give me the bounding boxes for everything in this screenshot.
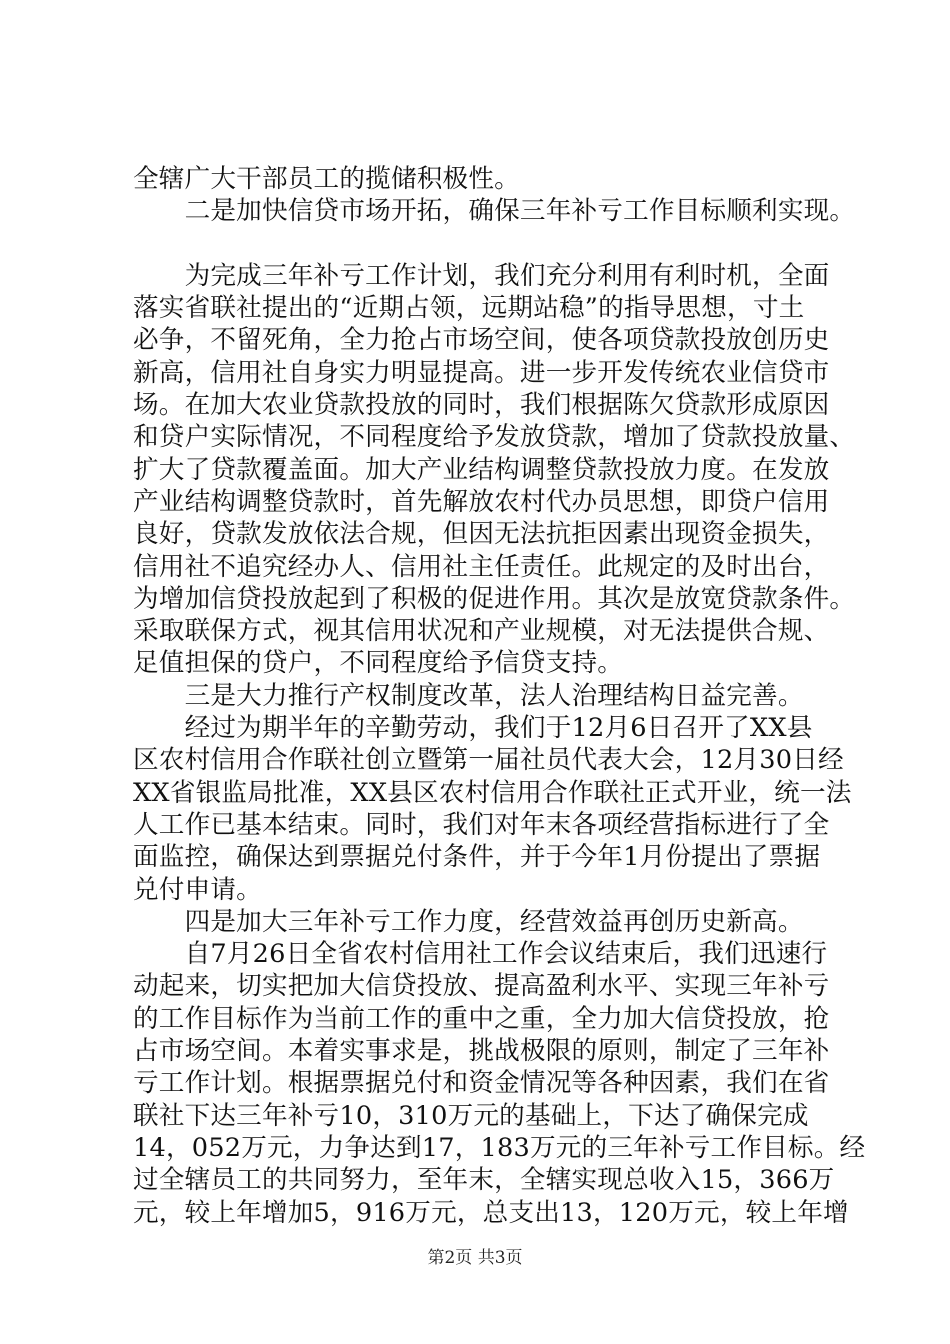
text-line: 兑付申请。 bbox=[133, 874, 262, 905]
text-line: 落实省联社提出的“近期占领，远期站稳”的指导思想，寸土 bbox=[133, 293, 805, 324]
text-line: 采取联保方式，视其信用状况和产业规模，对无法提供合规、 bbox=[133, 616, 830, 647]
text-line: 过全辖员工的共同努力，至年末，全辖实现总收入15，366万 bbox=[133, 1165, 835, 1196]
text-line: 和贷户实际情况，不同程度给予发放贷款，增加了贷款投放量、 bbox=[133, 422, 856, 453]
text-line: 场。在加大农业贷款投放的同时，我们根据陈欠贷款形成原因 bbox=[133, 390, 830, 421]
text-line: 面监控，确保达到票据兑付条件，并于今年1月份提出了票据 bbox=[133, 842, 821, 873]
document-body bbox=[133, 163, 866, 1229]
text-line: 占市场空间。本着实事求是，挑战极限的原则，制定了三年补 bbox=[133, 1036, 830, 1067]
text-line: 亏工作计划。根据票据兑付和资金情况等各种因素，我们在省 bbox=[133, 1068, 830, 1099]
text-line: 动起来，切实把加大信贷投放、提高盈利水平、实现三年补亏 bbox=[133, 971, 830, 1002]
text-line: 扩大了贷款覆盖面。加大产业结构调整贷款投放力度。在发放 bbox=[133, 454, 830, 485]
text-line: 联社下达三年补亏10，310万元的基础上，下达了确保完成 bbox=[133, 1100, 809, 1131]
text-line: 三是大力推行产权制度改革，法人治理结构日益完善。 bbox=[133, 680, 804, 711]
text-line: 全辖广大干部员工的揽储积极性。 bbox=[133, 164, 520, 194]
text-line: 产业结构调整贷款时，首先解放农村代办员思想，即贷户信用 bbox=[133, 486, 830, 517]
text-line: 必争，不留死角，全力抢占市场空间，使各项贷款投放创历史 bbox=[133, 325, 830, 356]
text-line: 为完成三年补亏工作计划，我们充分利用有利时机，全面 bbox=[133, 260, 830, 291]
text-line: 元，较上年增加5，916万元，总支出13，120万元，较上年增 bbox=[133, 1197, 849, 1228]
text-line: XX省银监局批准，XX县区农村信用合作联社正式开业，统一法 bbox=[133, 777, 852, 808]
text-line: 二是加快信贷市场开拓，确保三年补亏工作目标顺利实现。 bbox=[133, 196, 856, 227]
text-line: 区农村信用合作联社创立暨第一届社员代表大会，12月30日经 bbox=[133, 745, 844, 776]
blank-line bbox=[133, 228, 833, 260]
text-line: 自7月26日全省农村信用社工作会议结束后，我们迅速行 bbox=[133, 939, 828, 970]
text-line: 的工作目标作为当前工作的重中之重，全力加大信贷投放，抢 bbox=[133, 1003, 830, 1034]
text-line: 新高，信用社自身实力明显提高。进一步开发传统农业信贷市 bbox=[133, 357, 830, 388]
text-line: 信用社不追究经办人、信用社主任责任。此规定的及时出台， bbox=[133, 551, 830, 582]
text-line: 14，052万元，力争达到17，183万元的三年补亏工作目标。经 bbox=[133, 1132, 866, 1163]
text-line: 四是加大三年补亏工作力度，经营效益再创历史新高。 bbox=[133, 906, 804, 937]
text-line: 经过为期半年的辛勤劳动，我们于12月6日召开了XX县 bbox=[133, 713, 813, 744]
page-footer: 第2页 共3页 bbox=[427, 1248, 523, 1268]
text-line: 足值担保的贷户，不同程度给予信贷支持。 bbox=[133, 648, 624, 679]
text-line: 人工作已基本结束。同时，我们对年末各项经营指标进行了全 bbox=[133, 809, 830, 840]
text-line: 良好，贷款发放依法合规，但因无法抗拒因素出现资金损失， bbox=[133, 519, 830, 550]
text-line: 为增加信贷投放起到了积极的促进作用。其次是放宽贷款条件。 bbox=[133, 583, 856, 614]
